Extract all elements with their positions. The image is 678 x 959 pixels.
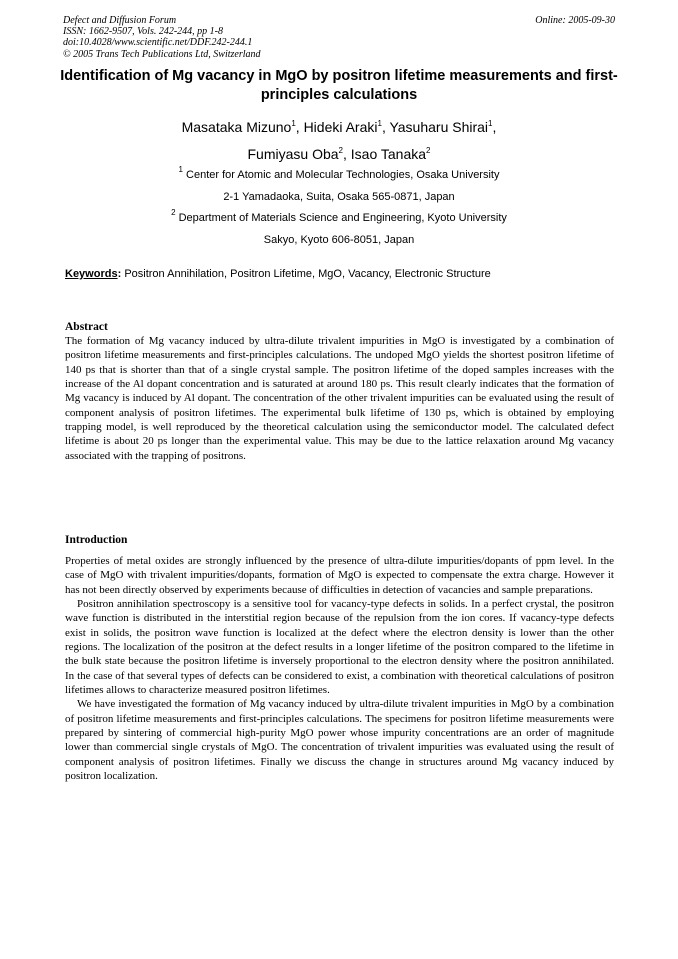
author-line-1: Masataka Mizuno$^1$, Hideki Araki$^1$, Yasuharu Shirai$^1$,	[181, 119, 497, 135]
author-name: Fumiyasu Oba	[247, 146, 339, 162]
abstract-body	[65, 334, 614, 463]
author-name: Masataka Mizuno	[181, 119, 292, 135]
affiliation-1-address: 2-1 Yamadaoka, Suita, Osaka 565-0871, Japan	[223, 191, 455, 203]
journal-name: Defect and Diffusion Forum	[63, 15, 177, 26]
affiliation-name: Department of Materials Science and Engineering, Kyoto University	[178, 212, 507, 224]
keywords-text: Positron Annihilation, Positron Lifetime, MgO, Vacancy, Electronic Structure	[124, 268, 491, 280]
author-name: Hideki Araki	[303, 119, 378, 135]
affiliation-1	[40, 165, 638, 182]
intro-paragraph-2: Positron annihilation spectroscopy is a sensitive tool for vacancy-type defects in solids. In a perfect crystal, the positron wave function is distributed in the interstitial region because of the repulsion from the ion cores. If vacancy-type defects exist in solids, the positron wave function is localized at the defect where the electron density is lower than the other regions. The localization of the positron at the defect results in a longer lifetime of the positron compared to the lifetime in the bulk state because the positron lifetime is inversely proportional to the electron density where the positron annihilated. In the case of that several types of defects can be considered to exist, a combination with theoretical calculations of positron lifetimes allows to characterize measured positron lifetimes.	[65, 598, 614, 697]
author-affil-mark: 1	[488, 119, 493, 128]
affiliation-2-address: Sakyo, Kyoto 606-8051, Japan	[263, 234, 415, 246]
keywords-label: Keywords	[65, 268, 118, 280]
author-name: Yasuharu Shirai	[389, 119, 489, 135]
affiliation-name: Center for Atomic and Molecular Technologies, Osaka University	[186, 169, 500, 181]
paper-title: Identification of Mg vacancy in MgO by positron lifetime measurements and first-principles calculations	[60, 68, 618, 103]
intro-paragraph-1: Properties of metal oxides are strongly influenced by the presence of ultra-dilute impurities/dopants of ppm level. In the case of MgO with trivalent impurities/dopants, formation of MgO is expected to compensate the extra charge. However it has not been directly observed by experiments because of difficulties in detection of vacancies and sample preparations.	[65, 555, 614, 596]
affiliation-2	[40, 208, 638, 225]
intro-paragraph-3: We have investigated the formation of Mg vacancy induced by ultra-dilute trivalent impurities in MgO by a combination of positron lifetime measurements and first-principles calculations. The specimens for positron lifetime measurements were prepared by sintering of commercial high-purity MgO power whose impurity concentrations are an order of magnitude lower than commercial single crystals of MgO. The concentration of trivalent impurities was evaluated using the result of component analysis of positron lifetimes. Finally we discuss the change in structures around Mg vacancy induced by positron localization.	[65, 698, 614, 783]
journal-issn: ISSN: 1662-9507, Vols. 242-244, pp 1-8	[63, 26, 223, 38]
keywords: Keywords: Positron Annihilation, Positron Lifetime, MgO, Vacancy, Electronic Structure	[65, 268, 491, 280]
author-affil-mark: 1	[291, 119, 296, 128]
author-list	[40, 114, 638, 168]
affiliation-mark: 2	[171, 208, 176, 217]
introduction-body	[65, 554, 614, 784]
abstract-text: The formation of Mg vacancy induced by ultra-dilute trivalent impurities in MgO is investigated by a combination of positron lifetime measurements and first-principles calculations. The undoped MgO yields the shortest positron lifetime of 140 ps that is shorter than that of a single crystal sample. The positron lifetime of the doped samples increases with the increase of the Al dopant concentration and is saturated at around 180 ps. This result clearly indicates that the formation of Mg vacancy is induced by Al dopant. The concentration of the other trivalent impurities can be evaluated using the result of component analysis of positron lifetimes. The experimental bulk lifetime of 130 ps, which is obtained by employing trapping model, is well reproduced by the theoretical calculation using the semiconductor model. The calculated defect lifetime is about 20 ps longer than the experimental value. This may be due to the lattice relaxation around Mg vacancy associated with the trapping of positrons.	[65, 335, 614, 462]
author-affil-mark: 1	[377, 119, 382, 128]
author-affil-mark: 2	[338, 146, 343, 155]
journal-header	[63, 15, 261, 60]
journal-copyright: © 2005 Trans Tech Publications Ltd, Switzerland	[63, 48, 261, 60]
affiliation-mark: 1	[178, 165, 183, 174]
author-line-2: Fumiyasu Oba$^2$, Isao Tanaka$^2$	[247, 146, 431, 162]
author-affil-mark: 2	[426, 146, 431, 155]
introduction-heading: Introduction	[65, 534, 128, 546]
journal-doi[interactable]: doi:10.4028/www.scientific.net/DDF.242-244.1	[63, 37, 253, 49]
abstract-heading: Abstract	[65, 321, 108, 333]
online-date: Online: 2005-09-30	[535, 15, 615, 26]
author-name: Isao Tanaka	[350, 146, 427, 162]
